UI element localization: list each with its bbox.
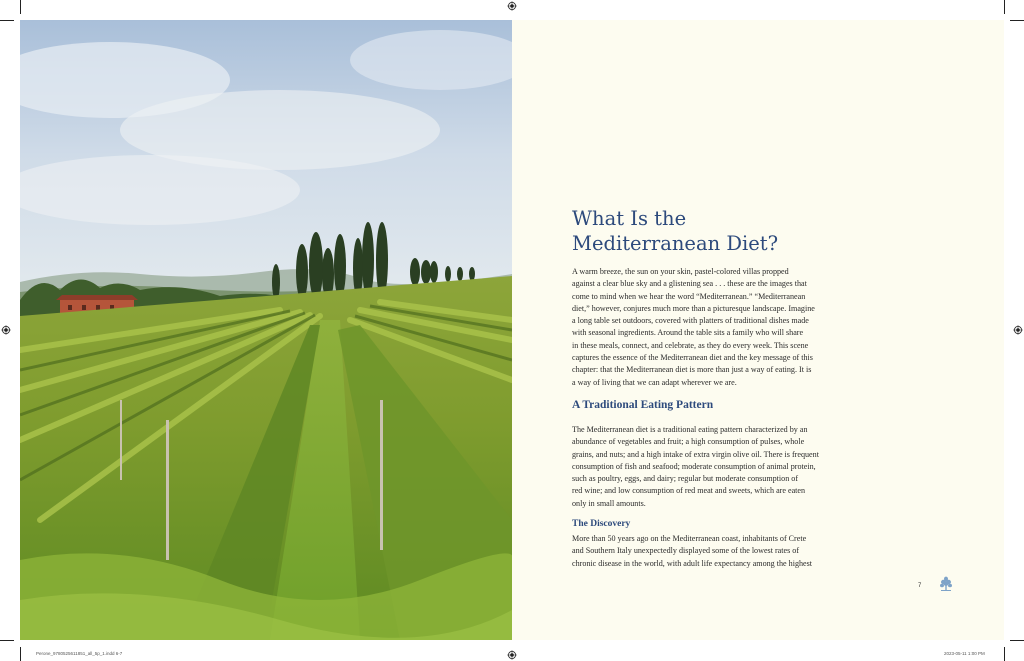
text-line: abundance of vegetables and fruit; a high consumption of pulses, whole [572, 437, 805, 447]
vineyard-photo [20, 20, 512, 640]
crop-mark [1004, 0, 1005, 14]
chapter-title [572, 206, 872, 256]
registration-mark-icon [507, 1, 517, 11]
text-line: consumption of fish and seafood; moderate consumption of animal protein, [572, 461, 816, 471]
slug-filename: Perone_9780525611851_all_5p_1.indd 6-7 [36, 651, 123, 656]
text-line: a way of living that we can adapt wherever we are. [572, 377, 737, 387]
chapter-title-line: What Is the [572, 207, 687, 230]
text-line: captures the essence of the Mediterranean diet and the key message of this [572, 353, 813, 363]
section-paragraph [572, 424, 847, 510]
intro-paragraph [572, 266, 847, 389]
text-line: and Southern Italy unexpectedly displayed some of the lowest rates of [572, 546, 800, 556]
text-line: come to mind when we hear the word “Mediterranean.” “Mediterranean [572, 291, 806, 301]
subsection-paragraph [572, 533, 847, 570]
registration-mark-icon [1, 325, 11, 335]
text-line: such as poultry, eggs, and dairy; regular but moderate consumption of [572, 474, 799, 484]
crop-mark [20, 0, 21, 14]
registration-mark-icon [1013, 325, 1023, 335]
text-line: More than 50 years ago on the Mediterranean coast, inhabitants of Crete [572, 534, 807, 543]
text-line: against a clear blue sky and a glistening sea . . . these are the images that [572, 279, 807, 289]
text-line: only in small amounts. [572, 498, 646, 508]
text-line: in these meals, connect, and celebrate, as they do every week. This scene [572, 340, 809, 350]
section-heading: A Traditional Eating Pattern [572, 399, 714, 411]
crop-mark [1004, 647, 1005, 661]
registration-mark-icon [507, 650, 517, 660]
page-number: 7 [918, 583, 922, 589]
olive-tree-icon [939, 576, 953, 592]
subsection-heading: The Discovery [572, 519, 631, 529]
text-line: chapter: that the Mediterranean diet is more than just a way of eating. It is [572, 365, 812, 375]
crop-mark [20, 647, 21, 661]
slug-timestamp: 2023-05-11 1:00 PM [944, 651, 985, 656]
text-line: grains, and nuts; and a high intake of extra virgin olive oil. There is frequent [572, 449, 819, 459]
text-line: a long table set outdoors, covered with platters of traditional dishes made [572, 316, 809, 326]
crop-mark [1010, 640, 1024, 641]
text-page [512, 20, 1004, 640]
text-line: The Mediterranean diet is a traditional eating pattern characterized by an [572, 425, 808, 434]
text-line: red wine; and low consumption of red meat and sweets, which are eaten [572, 486, 806, 496]
chapter-title-line: Mediterranean Diet? [572, 232, 779, 255]
crop-mark [0, 20, 14, 21]
crop-mark [0, 640, 14, 641]
text-line: diet,” however, conjures much more than a picturesque landscape. Imagine [572, 303, 815, 313]
text-line: with seasonal ingredients. Around the table sits a family who will share [572, 328, 804, 338]
text-line: chronic disease in the world, with adult life expectancy among the highest [572, 558, 813, 568]
text-line: A warm breeze, the sun on your skin, pastel-colored villas propped [572, 267, 789, 276]
crop-mark [1010, 20, 1024, 21]
